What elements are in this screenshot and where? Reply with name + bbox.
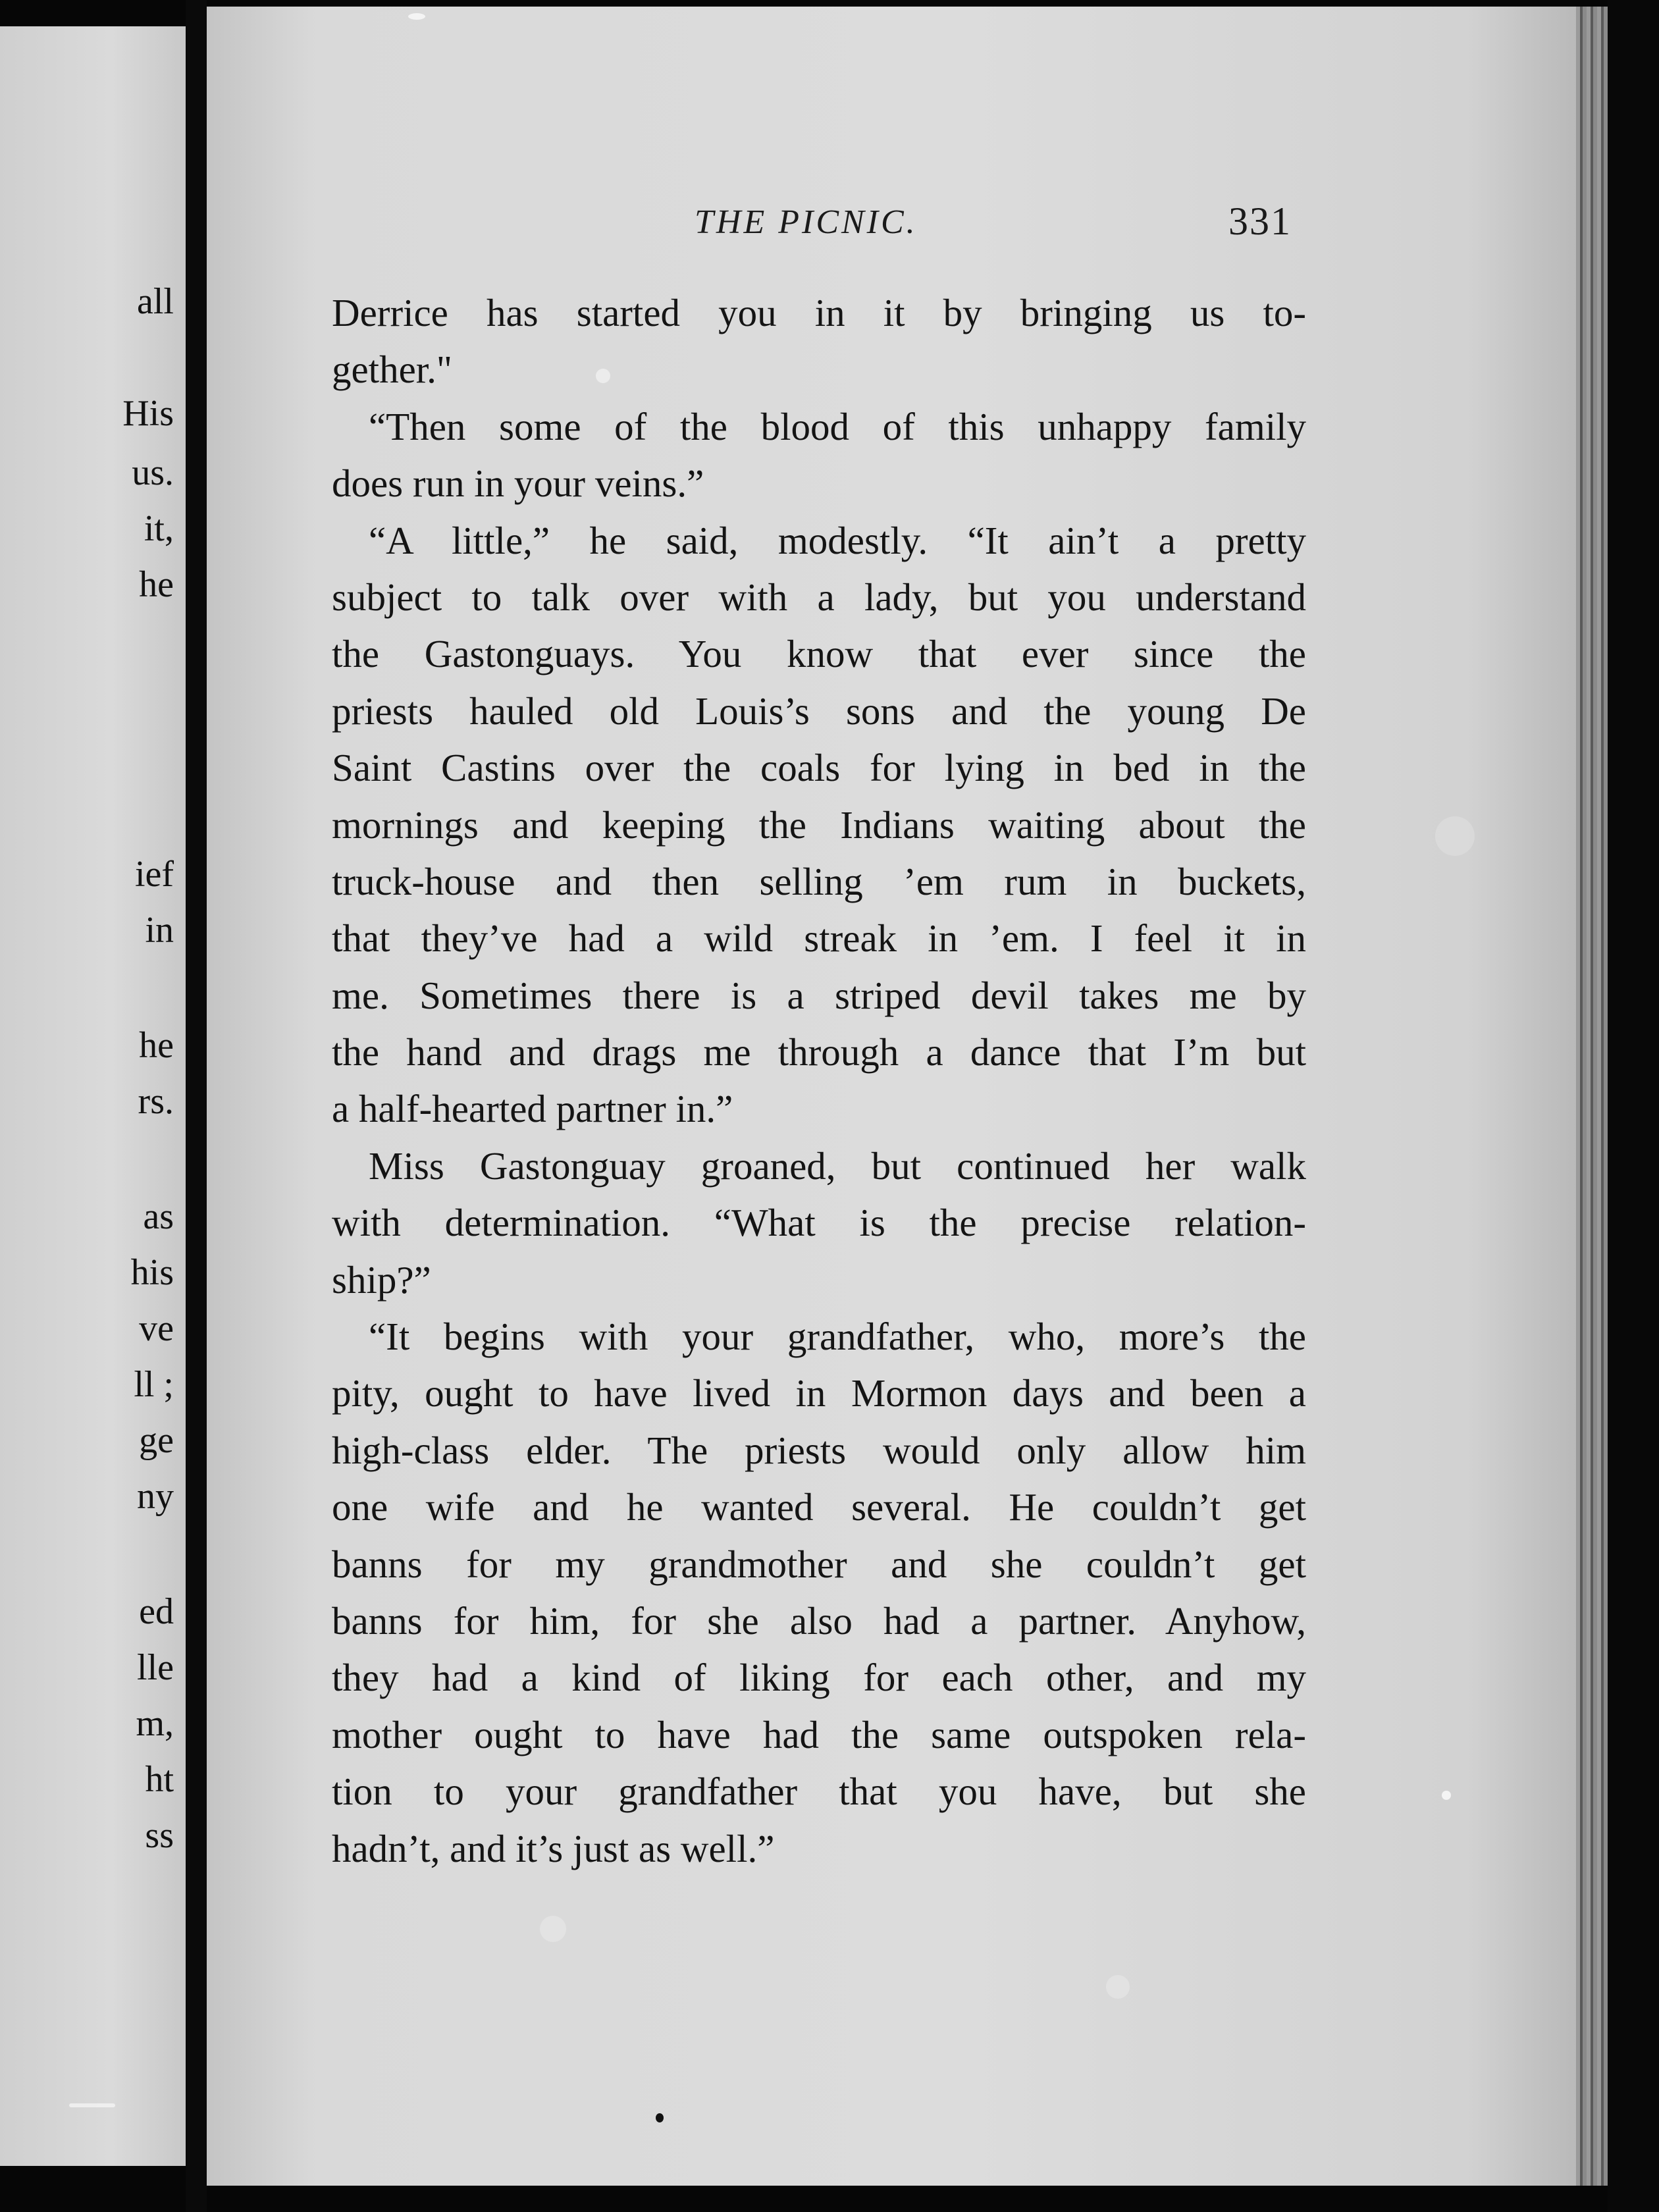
left-page-text-fragment: ny <box>137 1476 174 1517</box>
text-line: the hand and drags me through a dance that I’m but <box>332 1030 1306 1074</box>
left-page-text-fragment: as <box>143 1196 174 1237</box>
page-number: 331 <box>1228 199 1292 243</box>
text-line: ship?” <box>332 1257 431 1302</box>
left-page-text-fragment: he <box>139 564 174 605</box>
scan-speck <box>69 2103 115 2107</box>
text-line: gether." <box>332 348 452 392</box>
left-page-text-fragment: all <box>137 281 174 322</box>
scan-speck <box>656 2113 664 2122</box>
text-line: “Then some of the blood of this unhappy family <box>369 404 1306 448</box>
text-line: high-class elder. The priests would only allow him <box>332 1428 1306 1472</box>
text-line: banns for him, for she also had a partner. Anyhow, <box>332 1598 1306 1643</box>
text-line: priests hauled old Louis’s sons and the young De <box>332 689 1306 733</box>
text-line: me. Sometimes there is a striped devil takes me by <box>332 973 1306 1017</box>
text-line: Derrice has started you in it by bringing us to- <box>332 291 1306 334</box>
left-page-text-fragment: he <box>139 1025 174 1066</box>
text-line: mother ought to have had the same outspoken rela- <box>332 1712 1306 1756</box>
running-head: THE PICNIC. <box>695 203 918 241</box>
right-border <box>1608 0 1659 2212</box>
text-line: with determination. “What is the precise relation- <box>332 1201 1306 1245</box>
left-page-text-fragment: ed <box>139 1591 174 1632</box>
left-page-text-fragment: it, <box>144 508 174 549</box>
text-line: does run in your veins.” <box>332 461 704 506</box>
text-line: Miss Gastonguay groaned, but continued her walk <box>369 1144 1306 1188</box>
body-text <box>332 284 1306 1877</box>
left-page-text-fragment: ge <box>139 1420 174 1461</box>
scan-speck <box>1442 1791 1451 1800</box>
text-line: tion to your grandfather that you have, but she <box>332 1770 1306 1814</box>
text-line: mornings and keeping the Indians waiting about the <box>332 803 1306 847</box>
text-line: hadn’t, and it’s just as well.” <box>332 1826 775 1870</box>
page-edges <box>1576 7 1608 2186</box>
text-line: pity, ought to have lived in Mormon days and been a <box>332 1371 1306 1415</box>
text-line: a half-hearted partner in.” <box>332 1087 733 1131</box>
left-page-text-fragment: rs. <box>138 1081 174 1122</box>
scan-speck <box>408 13 425 20</box>
scan-speck <box>540 1916 566 1942</box>
scan-speck <box>1435 816 1475 856</box>
left-page-text-fragment: His <box>122 393 174 434</box>
left-page-text-fragment: ve <box>139 1308 174 1349</box>
left-page-text-fragment: us. <box>132 452 174 493</box>
left-page-text-fragment: ss <box>145 1815 174 1856</box>
left-page-text-fragment: m, <box>136 1703 174 1744</box>
text-line: truck-house and then selling ’em rum in buckets, <box>332 859 1306 903</box>
left-page-text-fragment: in <box>145 910 174 951</box>
text-line: one wife and he wanted several. He couldn’t get <box>332 1485 1306 1529</box>
text-line: subject to talk over with a lady, but you understand <box>332 575 1306 619</box>
previous-page-fragment <box>0 26 186 2166</box>
text-line: “It begins with your grandfather, who, more’s the <box>369 1315 1306 1359</box>
left-page-text-fragment: his <box>130 1252 174 1293</box>
book-gutter <box>186 0 207 2212</box>
text-line: Saint Castins over the coals for lying in bed in the <box>332 746 1306 790</box>
text-line: the Gastonguays. You know that ever since the <box>332 632 1306 676</box>
left-page-text-fragment: ief <box>134 854 174 895</box>
text-line: they had a kind of liking for each other, and my <box>332 1656 1306 1700</box>
text-line: that they’ve had a wild streak in ’em. I feel it in <box>332 916 1306 961</box>
left-page-text-fragment: ll ; <box>134 1364 174 1405</box>
scan-speck <box>596 369 610 383</box>
left-page-text-fragment: lle <box>137 1647 174 1688</box>
text-line: banns for my grandmother and she couldn’t get <box>332 1542 1306 1586</box>
left-page-text-fragment: ht <box>145 1759 174 1800</box>
scan-speck <box>1106 1975 1130 1999</box>
text-line: “A little,” he said, modestly. “It ain’t a pretty <box>369 518 1306 562</box>
